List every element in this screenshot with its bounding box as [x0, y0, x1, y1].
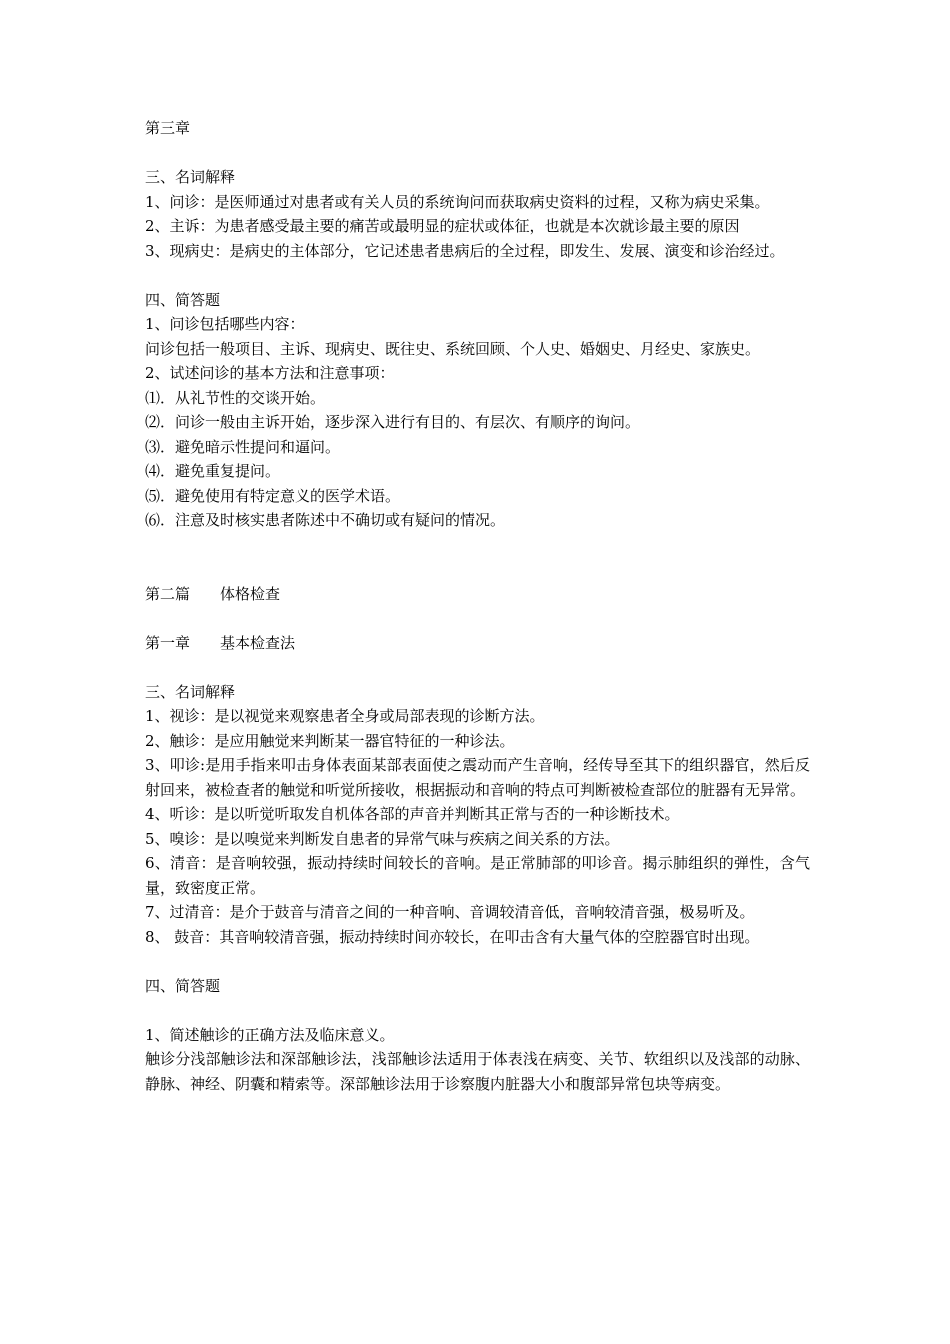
chapter-title: 第三章	[145, 119, 191, 137]
question: 1、简述触诊的正确方法及临床意义。	[145, 1025, 395, 1044]
answer-list-item: ⑵．问诊一般由主诉开始，逐步深入进行有目的、有层次、有顺序的询问。	[145, 413, 641, 431]
section-heading: 四、简答题	[145, 290, 221, 309]
definition-item: 7、过清音：是介于鼓音与清音之间的一种音响、音调较清音低，音响较清音强，极易听及。	[145, 903, 755, 921]
definition-item: 5、嗅诊：是以嗅觉来判断发自患者的异常气味与疾病之间关系的方法。	[145, 829, 620, 848]
definition-item: 6、清音：是音响较强，振动持续时间较长的音响。是正常肺部的叩诊音。揭示肺组织的弹性，含气量，致密度正常。	[145, 854, 810, 897]
answer: 触诊分浅部触诊法和深部触诊法，浅部触诊法适用于体表浅在病变、关节、软组织以及浅部的动脉、静脉、神经、阴囊和精索等。深部触诊法用于诊察腹内脏器大小和腹部异常包块等病变。	[145, 1050, 810, 1093]
answer: 问诊包括一般项目、主诉、现病史、既往史、系统回顾、个人史、婚姻史、月经史、家族史。	[145, 339, 761, 358]
answer-list-item: ⑸．避免使用有特定意义的医学术语。	[145, 486, 401, 505]
definition-item: 3、叩诊:是用手指来叩击身体表面某部表面使之震动而产生音响，经传导至其下的组织器官，然后反射回来，被检查者的触觉和听觉所接收，根据振动和音响的特点可判断被检查部位的脏器有无异常。	[145, 756, 810, 799]
answer-list-item: ⑴．从礼节性的交谈开始。	[145, 388, 326, 407]
chapter-title: 第一章 基本检查法	[145, 633, 296, 652]
part-title: 第二篇 体格检查	[145, 584, 281, 603]
answer-list-item: ⑹．注意及时核实患者陈述中不确切或有疑问的情况。	[145, 511, 506, 529]
section-heading: 三、名词解释	[145, 168, 236, 186]
definition-item: 1、视诊：是以视觉来观察患者全身或局部表现的诊断方法。	[145, 707, 545, 725]
answer-list-item: ⑷．避免重复提问。	[145, 462, 281, 480]
section-heading: 四、简答题	[145, 976, 221, 995]
definition-item: 3、现病史：是病史的主体部分，它记述患者患病后的全过程，即发生、发展、演变和诊治经过。	[145, 241, 785, 260]
definition-item: 2、触诊：是应用触觉来判断某一器官特征的一种诊法。	[145, 731, 515, 750]
definition-item: 1、问诊：是医师通过对患者或有关人员的系统询问而获取病史资料的过程，又称为病史采集。	[145, 192, 770, 211]
question: 1、问诊包括哪些内容：	[145, 315, 305, 333]
question: 2、试述问诊的基本方法和注意事项：	[145, 364, 395, 382]
definition-item: 2、主诉：为患者感受最主要的痛苦或最明显的症状或体征，也就是本次就诊最主要的原因	[145, 217, 740, 235]
definition-item: 4、听诊：是以听觉听取发自机体各部的声音并判断其正常与否的一种诊断技术。	[145, 805, 680, 823]
section-heading: 三、名词解释	[145, 682, 236, 701]
document-page	[145, 116, 810, 1096]
definition-item: 8、 鼓音：其音响较清音强，振动持续时间亦较长，在叩击含有大量气体的空腔器官时出现。	[145, 927, 760, 946]
answer-list-item: ⑶．避免暗示性提问和逼问。	[145, 437, 341, 456]
